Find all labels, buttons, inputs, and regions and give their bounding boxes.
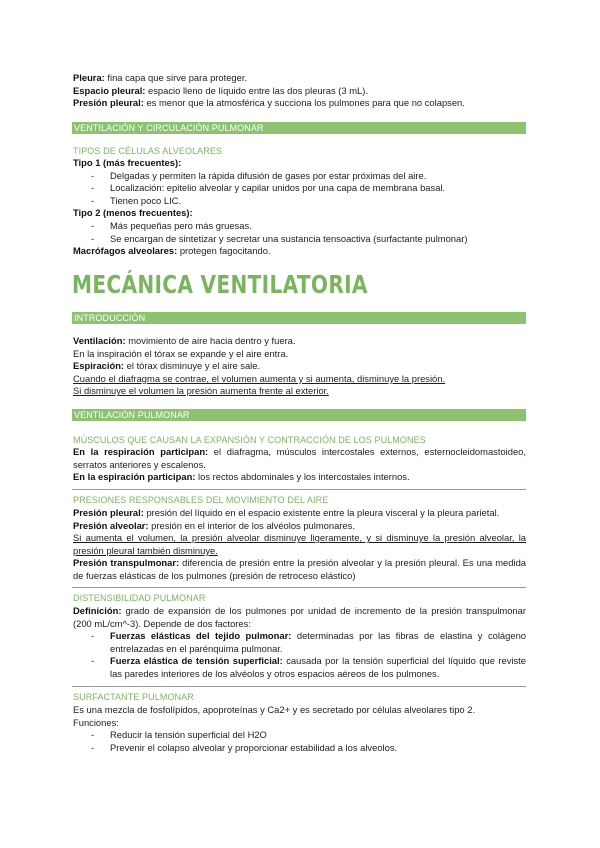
heading-surfactante: SURFACTANTE PULMONAR [73, 692, 194, 702]
heading-tipos-celulas: TIPOS DE CÉLULAS ALVEOLARES [73, 146, 223, 156]
list-item: - Delgadas y permiten la rápida difusión de gases por estar próximas del aire. [73, 170, 526, 183]
pleura-definitions [73, 72, 526, 110]
espiracion-musculos-line: En la espiración participan: los rectos abdominales y los intercostales internos. [73, 471, 410, 483]
ventilacion-line: Ventilación: movimiento de aire hacia dentro y fuera. [73, 335, 296, 346]
section-band-ventilacion-circulacion: VENTILACIÓN Y CIRCULACIÓN PULMONAR [72, 122, 526, 134]
tipo1-label: Tipo 1 (más frecuentes): [73, 157, 182, 168]
heading-distensibilidad: DISTENSIBILIDAD PULMONAR [73, 593, 206, 603]
funciones-label: Funciones: [73, 716, 119, 728]
list-item: - Prevenir el colapso alveolar y proporcionar estabilidad a los alveolos. [73, 742, 526, 755]
inspiracion-line: En la inspiración el tórax se expande y el aire entra. [73, 347, 289, 359]
definicion-line: Definición: grado de expansión de los pulmones por unidad de incremento de la presión transpulmonar (200 mL/cm^-3). Depende de dos factores: [73, 605, 526, 629]
list-item: - Más pequeñas pero más gruesas. [73, 220, 526, 233]
divider [72, 489, 526, 490]
underlined-presion-note: Si aumenta el volumen, la presión alveolar disminuye ligeramente, y si disminuye la presión alveolar, la presión pleural también disminuye. [73, 532, 526, 556]
list-item: - Localización: epitelio alveolar y capilar unidos por una capa de membrana basal. [73, 182, 526, 195]
factores-list [73, 630, 526, 680]
list-item: - Se encargan de sintetizar y secretar una sustancia tensoactiva (surfactante pulmonar) [73, 233, 526, 246]
alveolares-block [73, 157, 526, 258]
surfactante-block [73, 704, 526, 754]
list-item: - Fuerza elástica de tensión superficial: causada por la tensión superficial del líquido que reviste las paredes interiores de los alvéolos y otros espacios aéreos de los pulmones. [73, 655, 526, 680]
presiones-block [73, 507, 526, 583]
underlined-note-1: Cuando el diafragma se contrae, el volumen aumenta y si aumenta, disminuye la presión. [73, 372, 446, 384]
musculos-block [73, 446, 526, 484]
presion-pleural-def: Presión pleural: presión del líquido en el espacio existente entre la pleura visceral y la pleura parietal. [73, 507, 500, 518]
divider [72, 686, 526, 687]
section-band-introduccion: INTRODUCCIÓN [72, 312, 526, 324]
tipo2-list [73, 220, 526, 245]
funciones-list [73, 729, 526, 754]
pleura-line: Pleura: fina capa que sirve para proteger. [73, 72, 248, 83]
surfactante-text: Es una mezcla de fosfolípidos, apoproteínas y Ca2+ y es secretado por células alveolares tipo 2. [73, 704, 476, 715]
page-title: MECÁNICA VENTILATORIA [72, 270, 368, 299]
presion-alveolar-def: Presión alveolar: presión en el interior de los alvéolos pulmonares. [73, 519, 355, 531]
list-item: - Reducir la tensión superficial del H2O [73, 729, 526, 742]
espacio-pleural-line: Espacio pleural: espacio lleno de líquido entre las dos pleuras (3 mL). [73, 84, 368, 96]
tipo2-label: Tipo 2 (menos frecuentes): [73, 207, 193, 219]
section-band-ventilacion-pulmonar: VENTILACIÓN PULMONAR [72, 409, 526, 421]
macrofagos-line: Macrófagos alveolares: protegen fagocitando. [73, 245, 271, 257]
introduccion-block [73, 335, 526, 398]
presion-transpulmonar-def: Presión transpulmonar: diferencia de presión entre la presión alveolar y la presión pleural. Es una medida de fuerzas elásticas de los pulmones (presión de retroceso elástico) [73, 557, 526, 581]
distensibilidad-block [73, 605, 526, 681]
heading-musculos: MÚSCULOS QUE CAUSAN LA EXPANSIÓN Y CONTRACCIÓN DE LOS PULMONES [73, 435, 426, 445]
respiracion-line: En la respiración participan: el diafragma, músculos intercostales externos, esternocleidomastoideo, serratos anteriores y escalenos. [73, 446, 526, 470]
list-item: - Fuerzas elásticas del tejido pulmonar: determinadas por las fibras de elastina y colágeno entrelazadas en el parénquima pulmonar. [73, 630, 526, 655]
espiracion-line: Espiración: el tórax disminuye y el aire sale. [73, 360, 261, 372]
list-item: - Tienen poco LIC. [73, 195, 526, 208]
underlined-note-2: Si disminuye el volumen la presión aumenta frente al exterior. [73, 385, 329, 397]
presion-pleural-line: Presión pleural: es menor que la atmosférica y succiona los pulmones para que no colapsen. [73, 97, 465, 109]
tipo1-list [73, 170, 526, 208]
divider [72, 587, 526, 588]
heading-presiones: PRESIONES RESPONSABLES DEL MOVIMIENTO DEL AIRE [73, 495, 329, 505]
